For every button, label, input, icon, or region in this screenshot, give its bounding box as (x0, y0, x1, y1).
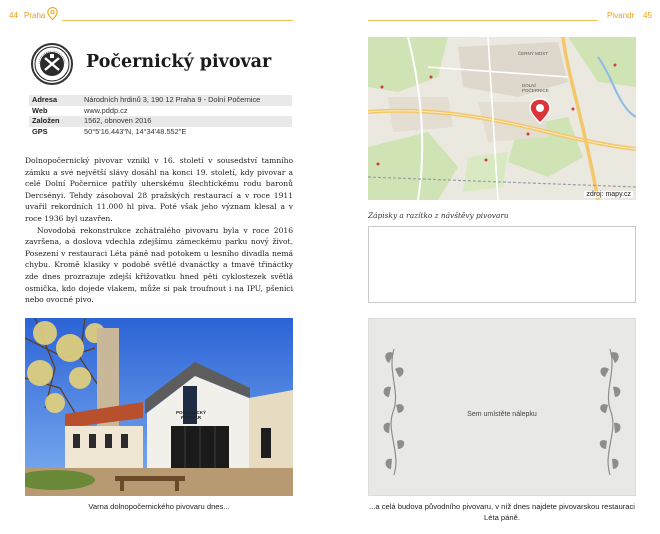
photo-caption: Varna dolnopočernického pivovaru dnes... (88, 502, 230, 511)
notes-box[interactable] (368, 226, 636, 303)
map-pin-icon (47, 7, 58, 20)
brewery-logo (31, 43, 73, 85)
paragraph: Dolnopočernický pivovar vznikl v 16. století v sousedství tamního zámku a své největší slávy dosáhl na konci 19. století, kdy pivovar a celé Dolní Počernice patřily uherskému šlechtickému rodu baronů Dercsényi. Tehdy zásoboval 28 pražských restaurací a v roce 1911 uvařil rekordních 11.000 hl piva. Poté však jeho význam klesal a v roce 1936 byl uzavřen. (25, 156, 293, 223)
info-value: 50°5'16.443"N, 14°34'48.552"E (84, 126, 187, 136)
notes-label: Zápisky a razítko z návštěvy pivovaru (368, 211, 509, 220)
info-value: 1562, obnoven 2016 (84, 116, 152, 125)
photo-caption: ...a celá budova původního pivovaru, v níž dnes najdete pivovarskou restauraci Léta páně. (369, 502, 635, 522)
info-key: Adresa (32, 95, 58, 104)
page-number: 44 (9, 11, 18, 20)
info-row-founded (29, 116, 292, 127)
sticker-area[interactable] (368, 318, 636, 496)
info-table (29, 95, 292, 137)
sticker-placeholder-text: Sem umístěte nálepku (467, 411, 537, 418)
info-key: Web (32, 105, 48, 115)
location-map[interactable] (368, 37, 636, 200)
building-sign: POČERNICKÝ PIVOVAR (175, 410, 206, 420)
map-label-village: DOLNÍ POČERNICE (522, 83, 549, 93)
page-number: 45 (643, 11, 652, 20)
page-title: Počernický pivovar (86, 52, 272, 72)
info-row-address (29, 95, 292, 106)
section-title: Praha (24, 11, 46, 20)
map-credit: zdroj: mapy.cz (586, 191, 631, 198)
brewery-photo (25, 318, 293, 496)
info-row-gps (29, 127, 292, 138)
map-label-city: ČERNÝ MOST (518, 51, 549, 56)
paragraph: Novodobá rekonstrukce zchátralého pivovaru byla v roce 2016 završena, a doslova vdechla zdejšímu zámeckému parku nový život. Posezení v restauraci Léta páně nad potokem u lesního divadla nemá chybu. Kromě klasiky v podobě světlé dvanáctky a tmavé třináctky zde dnes prozrazuje zdejší křižovatku hned pěti cyklostezek světlá osmička, kdo dojede vlakem, může si pak troufnout i na IPU, pšenici nebo ovocné pivo. (25, 225, 293, 305)
info-value-web[interactable]: www.pddp.cz (84, 105, 128, 115)
info-key: Založen (32, 116, 60, 125)
info-value: Národních hrdinů 3, 190 12 Praha 9 - Dolní Počernice (84, 95, 261, 104)
header-rule (62, 20, 293, 21)
info-key: GPS (32, 126, 48, 136)
info-row-web (29, 106, 292, 117)
right-page (330, 0, 660, 534)
header-rule (368, 20, 598, 21)
section-title: Pivandr (607, 11, 635, 20)
body-text (25, 155, 293, 306)
